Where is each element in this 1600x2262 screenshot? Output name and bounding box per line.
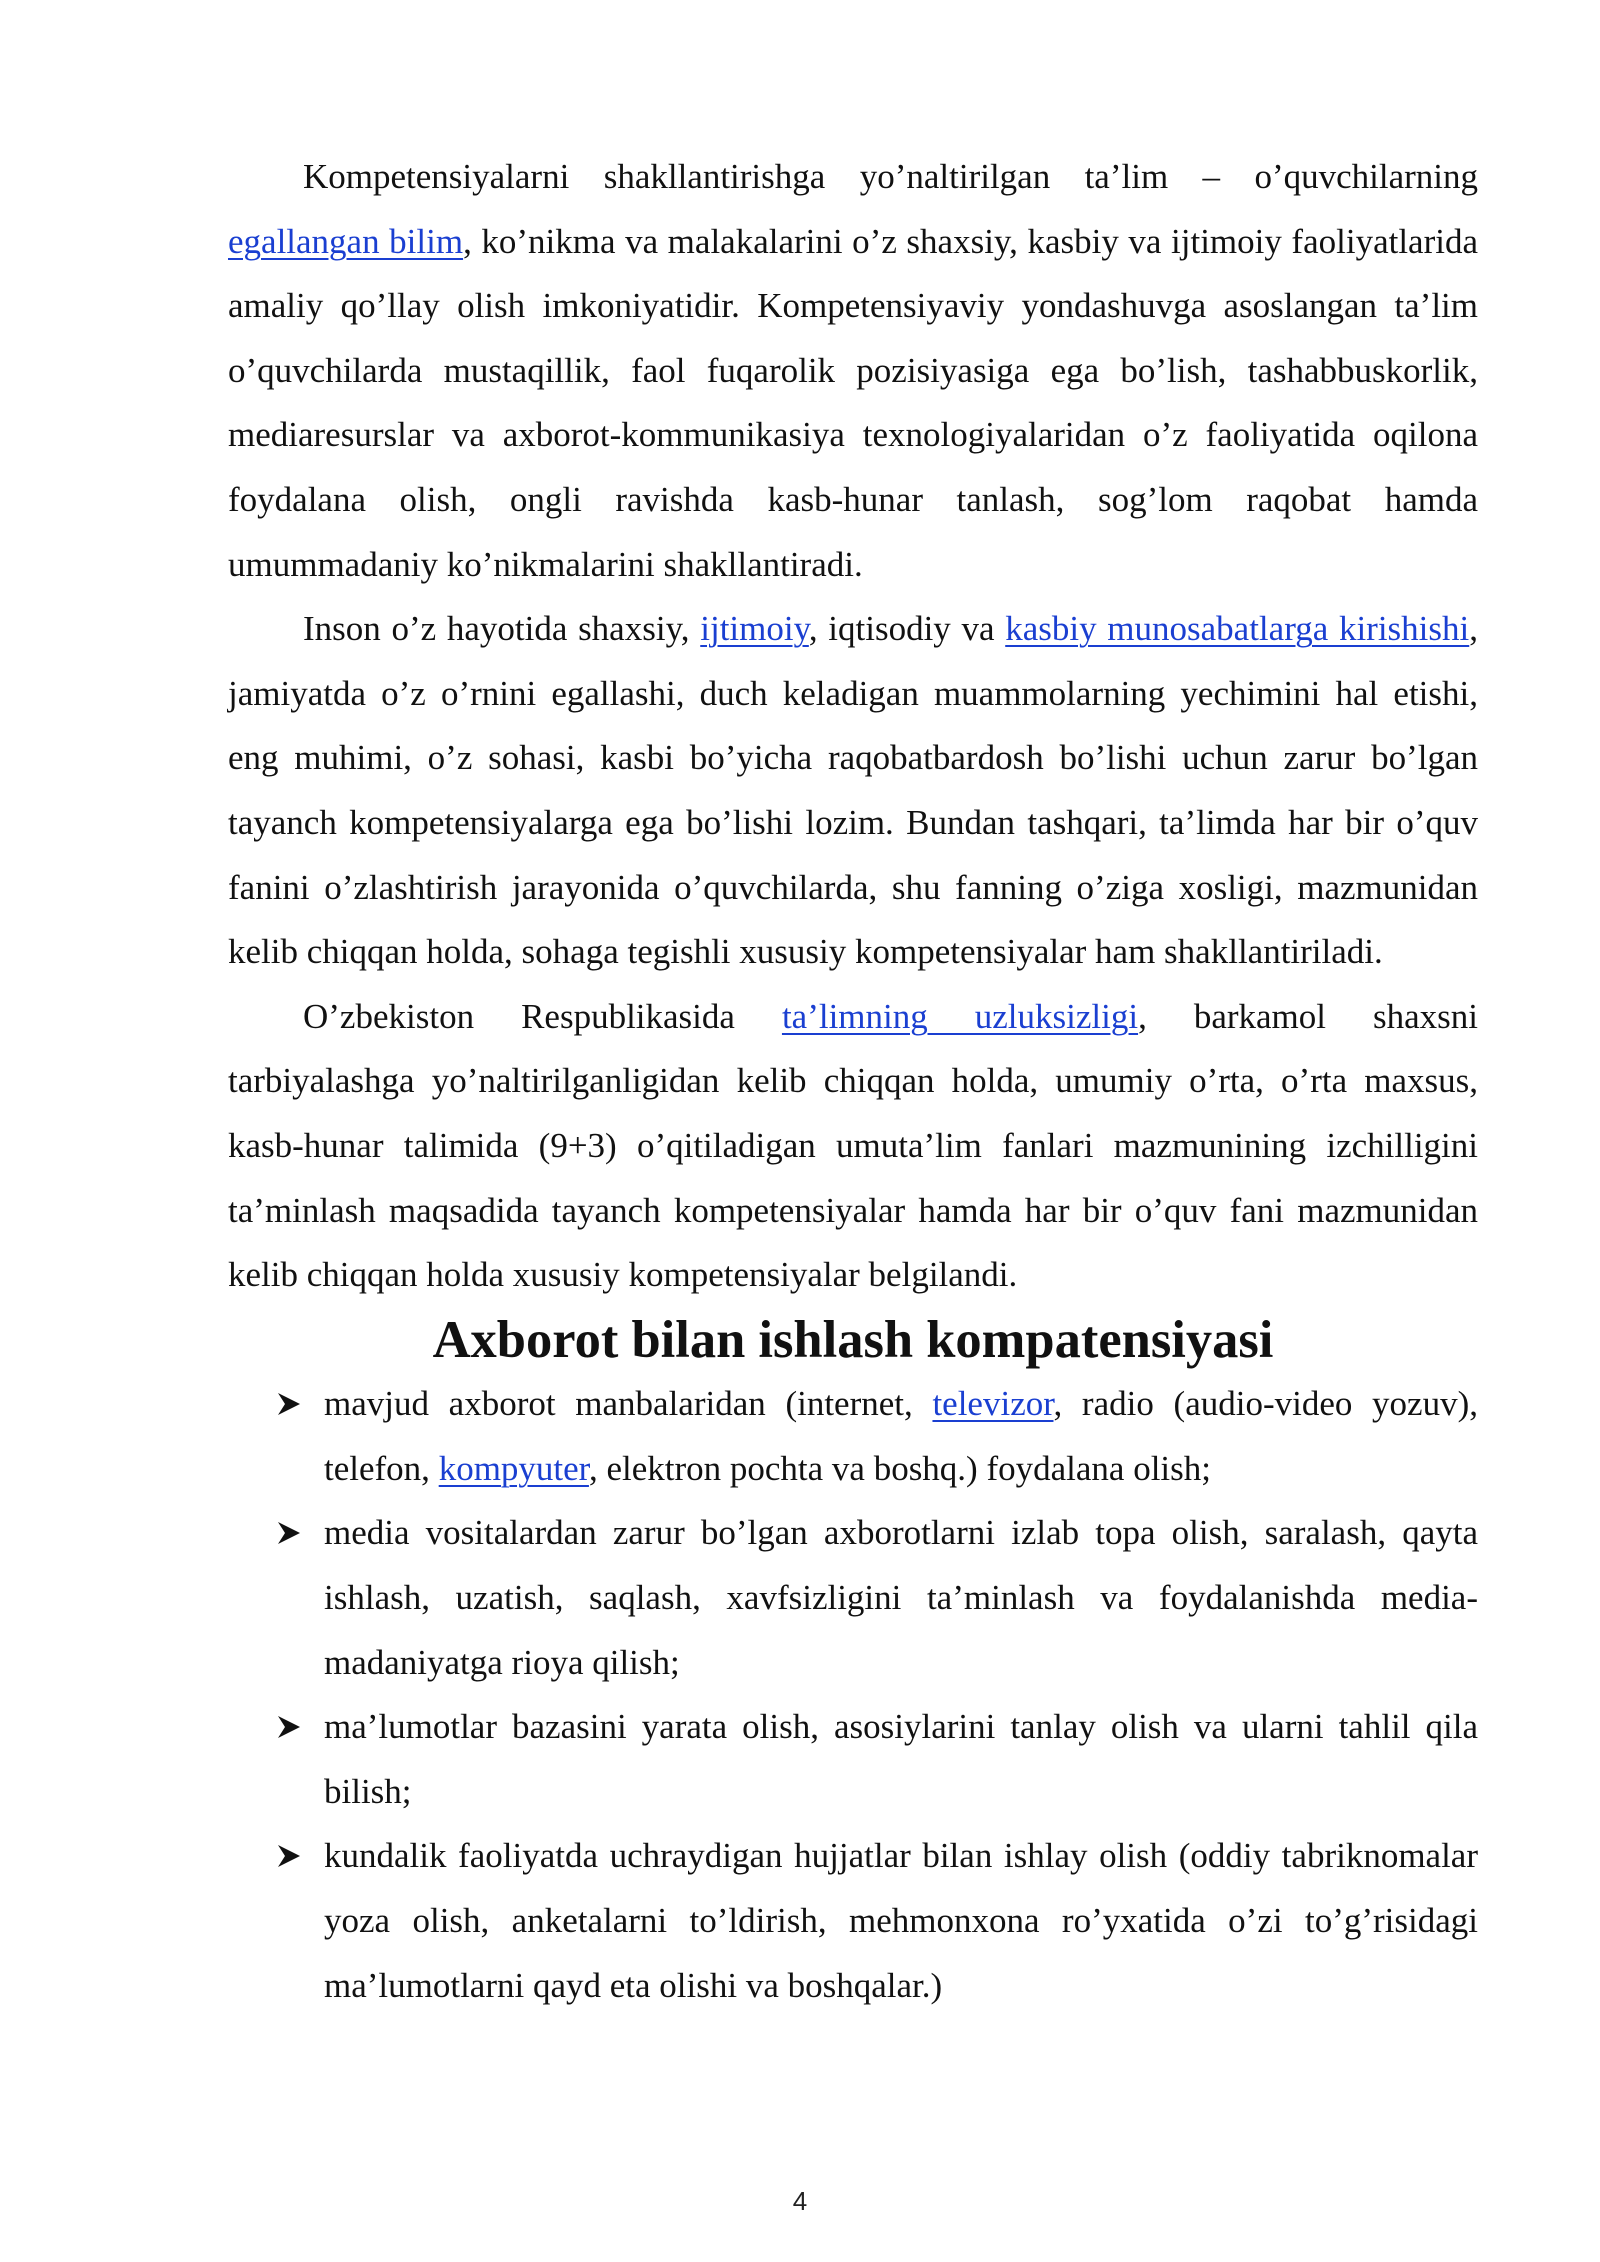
- hyperlink[interactable]: kompyuter: [438, 1448, 589, 1488]
- text-run: ma’lumotlar bazasini yarata olish, asosiylarini tanlay olish va ularni tahlil qila bilish;: [324, 1707, 1478, 1811]
- paragraph-3: [228, 985, 1478, 1308]
- body-text: [228, 145, 1478, 1308]
- text-run: , elektron pochta va boshq.) foydalana olish;: [588, 1448, 1211, 1488]
- page-number: 4: [792, 2186, 808, 2216]
- text-run: mavjud axborot manbalaridan (internet,: [324, 1384, 933, 1424]
- text-run: , iqtisodiy va: [808, 609, 1006, 649]
- arrowhead-bullet-icon: [276, 1501, 306, 1566]
- text-run: kundalik faoliyatda uchraydigan hujjatlar bilan ishlay olish (oddiy tabriknomalar yoza olish, anketalarni to’ldirish, mehmonxona ro’yxatida o’zi to’g’risidagi ma’lumotlarni qayd eta olishi va boshqalar.): [324, 1836, 1478, 2005]
- text-run: Kompetensiyalarni shakllantirishga yo’naltirilgan ta’lim – o’quvchilarning: [303, 157, 1478, 196]
- hyperlink[interactable]: kasbiy munosabatlarga kirishishi: [1005, 609, 1470, 649]
- bullet-item: [228, 1695, 1478, 1824]
- document-page: [228, 145, 1478, 2018]
- text-run: O’zbekiston Respublikasida: [303, 996, 782, 1036]
- bullet-list: [228, 1372, 1478, 2018]
- paragraph-2: [228, 597, 1478, 985]
- arrowhead-bullet-icon: [276, 1824, 306, 1889]
- hyperlink[interactable]: televizor: [932, 1384, 1054, 1424]
- hyperlink[interactable]: ta’limning uzluksizligi: [781, 996, 1139, 1036]
- bullet-item: [228, 1824, 1478, 2018]
- text-run: , jamiyatda o’z o’rnini egallashi, duch keladigan muammolarning yechimini hal etishi, eng muhimi, o’z sohasi, kasbi bo’yicha raqobatbardosh bo’lishi uchun zarur bo’lgan tayanch kompetensiyalarga ega bo’lishi lozim. Bundan tashqari, ta’limda har bir o’quv fanini o’zlashtirish jarayonida o’quvchilarda, shu fanning o’ziga xosligi, mazmunidan kelib chiqqan holda, sohaga tegishli xususiy kompetensiyalar ham shakllantiriladi.: [228, 609, 1478, 972]
- section-heading: Axborot bilan ishlash kompatensiyasi: [432, 1310, 1274, 1369]
- hyperlink[interactable]: egallangan bilim: [228, 221, 464, 261]
- bullet-item: [228, 1501, 1478, 1695]
- text-run: , barkamol shaxsni tarbiyalashga yo’naltirilganligidan kelib chiqqan holda, umumiy o’rta, o’rta maxsus, kasb-hunar talimida (9+3) o’qitiladigan umuta’lim fanlari mazmunining izchilligini ta’minlash maqsadida tayanch kompetensiyalar hamda har bir o’quv fani mazmunidan kelib chiqqan holda xususiy kompetensiyalar belgilandi.: [228, 996, 1478, 1295]
- arrowhead-bullet-icon: [276, 1695, 306, 1760]
- paragraph-1: [228, 145, 1478, 597]
- text-run: , ko’nikma va malakalarini o’z shaxsiy, kasbiy va ijtimoiy faoliyatlarida amaliy qo’llay olish imkoniyatidir. Kompetensiyaviy yondashuvga asoslangan ta’lim o’quvchilarda mustaqillik, faol fuqarolik pozisiyasiga ega bo’lish, tashabbuskorlik, mediaresurslar va axborot-kommunikasiya texnologiyalaridan o’z faoliyatida oqilona foydalana olish, ongli ravishda kasb-hunar tanlash, sog’lom raqobat hamda umummadaniy ko’nikmalarini shakllantiradi.: [228, 221, 1479, 584]
- arrowhead-bullet-icon: [276, 1372, 306, 1437]
- text-run: Inson o’z hayotida shaxsiy,: [303, 609, 701, 649]
- text-run: , radio (audio-video yozuv), telefon,: [324, 1384, 1478, 1488]
- hyperlink[interactable]: ijtimoiy: [700, 609, 809, 649]
- bullet-item: [228, 1372, 1478, 1501]
- text-run: media vositalardan zarur bo’lgan axborotlarni izlab topa olish, saralash, qayta ishlash, uzatish, saqlash, xavfsizligini ta’minlash va foydalanishda media-madaniyatga rioya qilish;: [324, 1513, 1478, 1682]
